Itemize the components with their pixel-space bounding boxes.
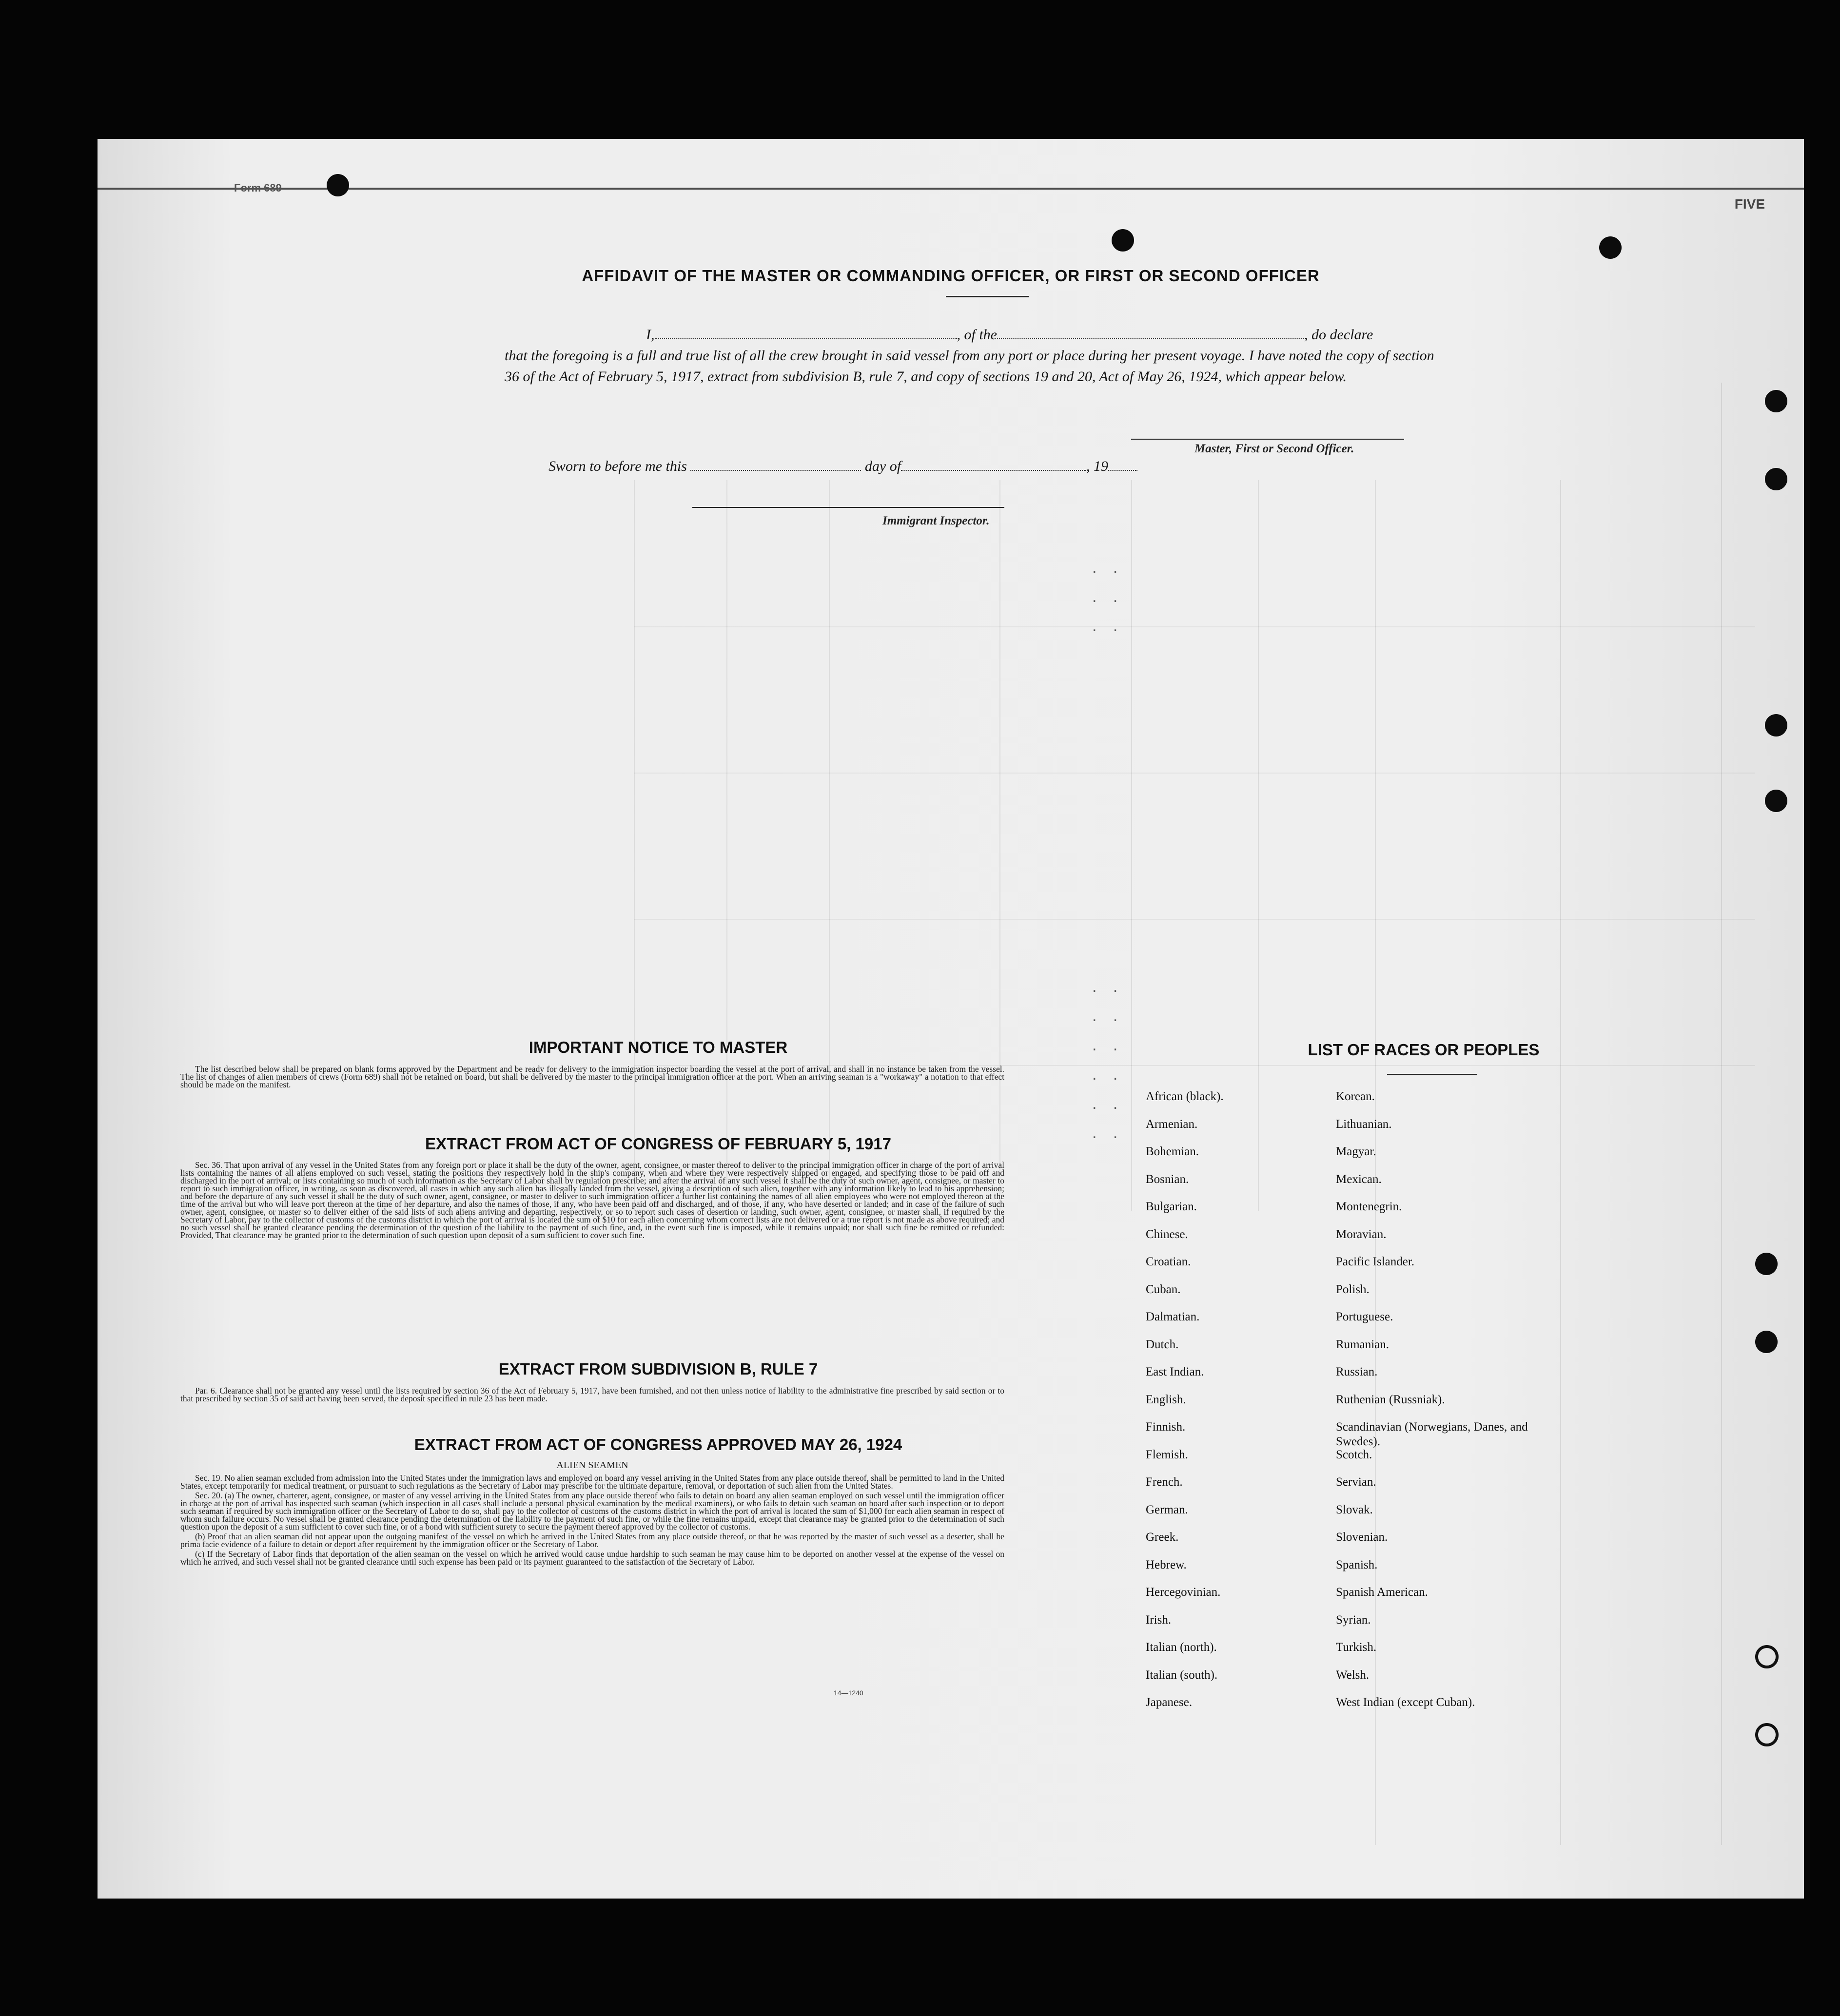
section-20a-paragraph: Sec. 20. (a) The owner, charterer, agent, consignee, or master of any vessel arriving in the United States from any place outside thereof who fails to detain on board any alien seaman employed on such vessel until the immigration officer in charge at the port of arrival has inspected such seaman (which inspection in all cases shall include a personal physical examination by the medical examiners), or who fails to detain such seaman on board after such inspection or to deport such seaman if required by such immigration officer or the Secretary of Labor to do so, shall pay to the collector of customs of the customs district in which the port of arrival is located the sum of $1,000 for each alien seaman in respect of whom such failure occurs. No vessel shall be granted clearance pending the determination of the liability to the payment of such fine, or while the fine remains unpaid, except that clearance may be granted prior to the determination of such question upon the deposit of a sum sufficient to cover such fine, or of a bond with sufficient surety to secure the payment thereof approved by the collector of customs. xyxy=(180,1491,1004,1531)
title-underline xyxy=(946,296,1029,297)
punch-hole xyxy=(1765,468,1787,490)
race-item: Croatian. xyxy=(1146,1255,1191,1268)
race-item: Slovak. xyxy=(1336,1503,1373,1516)
race-item: East Indian. xyxy=(1146,1365,1204,1378)
dot-leaders: . . xyxy=(1092,587,1124,606)
race-item: Cuban. xyxy=(1146,1282,1181,1296)
race-item: Bosnian. xyxy=(1146,1172,1189,1186)
section-19-paragraph: Sec. 19. No alien seaman excluded from admission into the United States under the immigration laws and employed on board any vessel arriving in the United States from any place outside thereof, shall be permitted to land in the United States, except temporarily for medical treatment, or pursuant to such regulations as the Secretary of Labor may prescribe for the ultimate departure, removal, or deportation of such alien from the United States. xyxy=(180,1473,1004,1491)
dot-leaders: . . xyxy=(1092,1124,1124,1142)
race-item: Montenegrin. xyxy=(1336,1200,1402,1213)
punch-hole xyxy=(1765,714,1787,737)
inspector-signature-caption: Immigrant Inspector. xyxy=(882,514,990,527)
inspector-signature-line[interactable] xyxy=(692,507,1004,508)
race-item: Spanish. xyxy=(1336,1558,1378,1571)
dot-leaders: . . xyxy=(1092,1094,1124,1113)
race-item: Russian. xyxy=(1336,1365,1378,1378)
sworn-day-field[interactable] xyxy=(690,460,861,471)
punch-hole xyxy=(1755,1331,1778,1353)
races-left-column xyxy=(1146,1089,1331,1723)
race-item: French. xyxy=(1146,1475,1183,1489)
race-item: Greek. xyxy=(1146,1531,1179,1544)
punch-hole xyxy=(1755,1253,1778,1275)
race-item: Spanish American. xyxy=(1336,1586,1428,1599)
punch-hole xyxy=(1755,1645,1779,1668)
vessel-name-field[interactable] xyxy=(997,329,1304,339)
race-item: Bohemian. xyxy=(1146,1145,1199,1158)
race-item: West Indian (except Cuban). xyxy=(1336,1696,1475,1709)
section-20c-paragraph: (c) If the Secretary of Labor finds that deportation of the alien seaman on the vessel on which he arrived would cause undue hardship to such seaman he may cause him to be deported on another vessel at the expense of the vessel on which he arrived, and such vessel shall not be granted clearance until such expense has been paid or its payment guaranteed to the satisfaction of the Secretary of Labor. xyxy=(180,1549,1004,1567)
race-item: Dutch. xyxy=(1146,1338,1179,1351)
race-item: Magyar. xyxy=(1336,1145,1376,1158)
races-right-column xyxy=(1336,1089,1541,1723)
race-item: Italian (south). xyxy=(1146,1668,1218,1682)
race-item: Scotch. xyxy=(1336,1448,1372,1461)
section-20b-paragraph: (b) Proof that an alien seaman did not appear upon the outgoing manifest of the vessel on which he arrived in the United States from any place outside thereof, or that he was reported by the master of such vessel as a deserter, shall be prima facie evidence of a failure to detain or deport after requirement by the immigration officer or the Secretary of Labor. xyxy=(180,1531,1004,1549)
dot-leaders: . . xyxy=(1092,977,1124,996)
race-item: Flemish. xyxy=(1146,1448,1188,1461)
sworn-month-field[interactable] xyxy=(901,460,1086,471)
race-item: Chinese. xyxy=(1146,1227,1188,1241)
race-item: Polish. xyxy=(1336,1282,1370,1296)
affidavit-declare: , do declare xyxy=(1304,327,1373,343)
punch-hole xyxy=(1599,236,1622,259)
subdivision-b-title: EXTRACT FROM SUBDIVISION B, RULE 7 xyxy=(498,1360,818,1378)
affidavit-body: that the foregoing is a full and true list of all the crew brought in said vessel from any port or place during her present voyage. I have noted the copy of section 36 of the Act of February 5, 1917, extract from subdivision B, rule 7, and copy of sections 19 and 20, Act of May 26, 1924, which appear below. xyxy=(505,348,1434,385)
dot-leaders: . . xyxy=(1092,617,1124,635)
sworn-line xyxy=(505,456,1448,477)
dot-leaders: . . xyxy=(1092,1065,1124,1084)
race-item: Ruthenian (Russniak). xyxy=(1336,1393,1445,1406)
punch-hole xyxy=(1755,1723,1779,1746)
race-item: Dalmatian. xyxy=(1146,1310,1200,1323)
extract-1917-text xyxy=(180,1161,1004,1241)
race-item: Hebrew. xyxy=(1146,1558,1187,1571)
race-item: Rumanian. xyxy=(1336,1338,1390,1351)
race-item: English. xyxy=(1146,1393,1186,1406)
notice-paragraph: The list described below shall be prepared on blank forms approved by the Department and be ready for delivery to the immigration inspector boarding the vessel at the port of arrival, and shall in no instance be taken from the vessel. The list of changes of alien members of crews (Form 689) shall not be retained on board, but shall be delivered by the master to the principal immigration officer at the port. When an arriving seaman is a "workaway" a notation to that effect should be made on the manifest. xyxy=(180,1064,1004,1089)
race-item: Korean. xyxy=(1336,1090,1375,1103)
race-item: Pacific Islander. xyxy=(1336,1255,1415,1268)
print-code: 14—1240 xyxy=(834,1689,863,1697)
race-item: Portuguese. xyxy=(1336,1310,1393,1323)
paper-texture xyxy=(98,139,1804,1899)
master-signature-line[interactable] xyxy=(1131,439,1404,440)
race-item: Mexican. xyxy=(1336,1172,1382,1186)
race-item: Bulgarian. xyxy=(1146,1200,1197,1213)
race-item: Italian (north). xyxy=(1146,1641,1217,1654)
dot-leaders: . . xyxy=(1092,558,1124,577)
affidavit-i: I, xyxy=(646,327,655,343)
race-item: Welsh. xyxy=(1336,1668,1370,1682)
form-number: Form 689 xyxy=(234,182,282,194)
races-title: LIST OF RACES OR PEOPLES xyxy=(1308,1041,1540,1059)
sworn-year: , 19 xyxy=(1086,458,1109,474)
race-item: Armenian. xyxy=(1146,1117,1198,1131)
extract-1917-title: EXTRACT FROM ACT OF CONGRESS OF FEBRUARY 5, 1917 xyxy=(425,1135,891,1153)
sworn-prefix: Sworn to before me this xyxy=(548,458,687,474)
race-item: Hercegovinian. xyxy=(1146,1586,1221,1599)
notice-title: IMPORTANT NOTICE TO MASTER xyxy=(529,1038,788,1056)
section-36-paragraph: Sec. 36. That upon arrival of any vessel in the United States from any foreign port or place it shall be the duty of the owner, agent, consignee, or master thereof to deliver to the principal immigration officer in charge of the port of arrival lists containing the names of all aliens employed on such vessel, stating the positions they respectively hold in the ship's company, when and where they were respectively shipped or engaged, and specifying those to be paid off and discharged in the port of arrival; or lists containing so much of such information as the Secretary of Labor shall by regulation prescribe; and after the arrival of any such vessel it shall be the duty of such owner, agent, consignee, or master to report to such immigration officer, in writing, as soon as discovered, all cases in which any such alien has illegally landed from the vessel, giving a description of such alien, together with any information likely to lead to his apprehension; and before the departure of any such vessel it shall be the duty of such owner, agent, consignee, or master to deliver to such immigration officer a further list containing the names of all alien employees who were not employed thereon at the time of the arrival but who will leave port thereon at the time of her departure, and also the names of those, if any, who have been paid off and discharged, and of those, if any, who have deserted or landed; and in case of the failure of such owner, agent, consignee, or master so to deliver either of the said lists of such aliens arriving and departing, respectively, or so to report such cases of desertion or landing, such owner, agent, consignee, or master shall, if required by the Secretary of Labor, pay to the collector of customs of the customs district in which the port of arrival is located the sum of $10 for each alien concerning whom correct lists are not delivered or a true report is not made as above required; and no such vessel shall be granted clearance pending the determination of the question of the liability to the payment of such fine, and, in the event such fine is imposed, while it remains unpaid; nor shall such fine be remitted or refunded: Provided, That clearance may be granted prior to the determination of such question upon deposit of a sum sufficient to cover such fine. xyxy=(180,1160,1004,1240)
master-signature-caption: Master, First or Second Officer. xyxy=(1194,442,1354,455)
race-item: Moravian. xyxy=(1336,1227,1387,1241)
race-item: Servian. xyxy=(1336,1475,1376,1489)
race-item: Scandinavian (Norwegians, Danes, and Swedes). xyxy=(1336,1420,1528,1448)
race-item: Japanese. xyxy=(1146,1696,1193,1709)
sworn-year-field[interactable] xyxy=(1108,460,1137,471)
race-item: Slovenian. xyxy=(1336,1531,1388,1544)
notice-text xyxy=(180,1065,1004,1090)
race-item: German. xyxy=(1146,1503,1188,1516)
sworn-day-of: day of xyxy=(864,458,901,474)
top-rule xyxy=(98,188,1804,190)
dot-leaders: . . xyxy=(1092,1036,1124,1054)
race-item: Lithuanian. xyxy=(1336,1117,1392,1131)
race-item: Syrian. xyxy=(1336,1613,1371,1627)
punch-hole xyxy=(1765,790,1787,812)
extract-1924-title: EXTRACT FROM ACT OF CONGRESS APPROVED MAY 26, 1924 xyxy=(414,1435,902,1454)
punch-hole xyxy=(1112,229,1134,252)
races-title-underline xyxy=(1387,1074,1477,1075)
affidavit-of-the: , of the xyxy=(957,327,997,343)
punch-hole xyxy=(327,174,349,196)
document-page xyxy=(98,139,1804,1899)
race-item: Finnish. xyxy=(1146,1420,1186,1434)
rule-7-paragraph: Par. 6. Clearance shall not be granted any vessel until the lists required by section 36 of the Act of February 5, 1917, have been furnished, and not then unless notice of liability to the administrative fine prescribed by said section or to that prescribed by section 35 of said act having been served, the deposit specified in rule 23 has been made. xyxy=(180,1386,1004,1403)
affidavit-declaration-line xyxy=(505,324,1448,345)
dot-leaders: . . xyxy=(1092,1007,1124,1025)
race-item: Irish. xyxy=(1146,1613,1172,1627)
race-item: Turkish. xyxy=(1336,1641,1377,1654)
affidavit-title: AFFIDAVIT OF THE MASTER OR COMMANDING OFFICER, OR FIRST OR SECOND OFFICER xyxy=(582,267,1320,285)
race-item: African (black). xyxy=(1146,1090,1224,1103)
punch-hole xyxy=(1765,390,1787,412)
declarant-name-field[interactable] xyxy=(655,329,957,339)
sheet-label: FIVE xyxy=(1734,196,1765,212)
alien-seamen-subtitle: ALIEN SEAMEN xyxy=(556,1460,628,1471)
subdivision-b-text xyxy=(180,1387,1004,1404)
extract-1924-text xyxy=(180,1458,1004,1568)
